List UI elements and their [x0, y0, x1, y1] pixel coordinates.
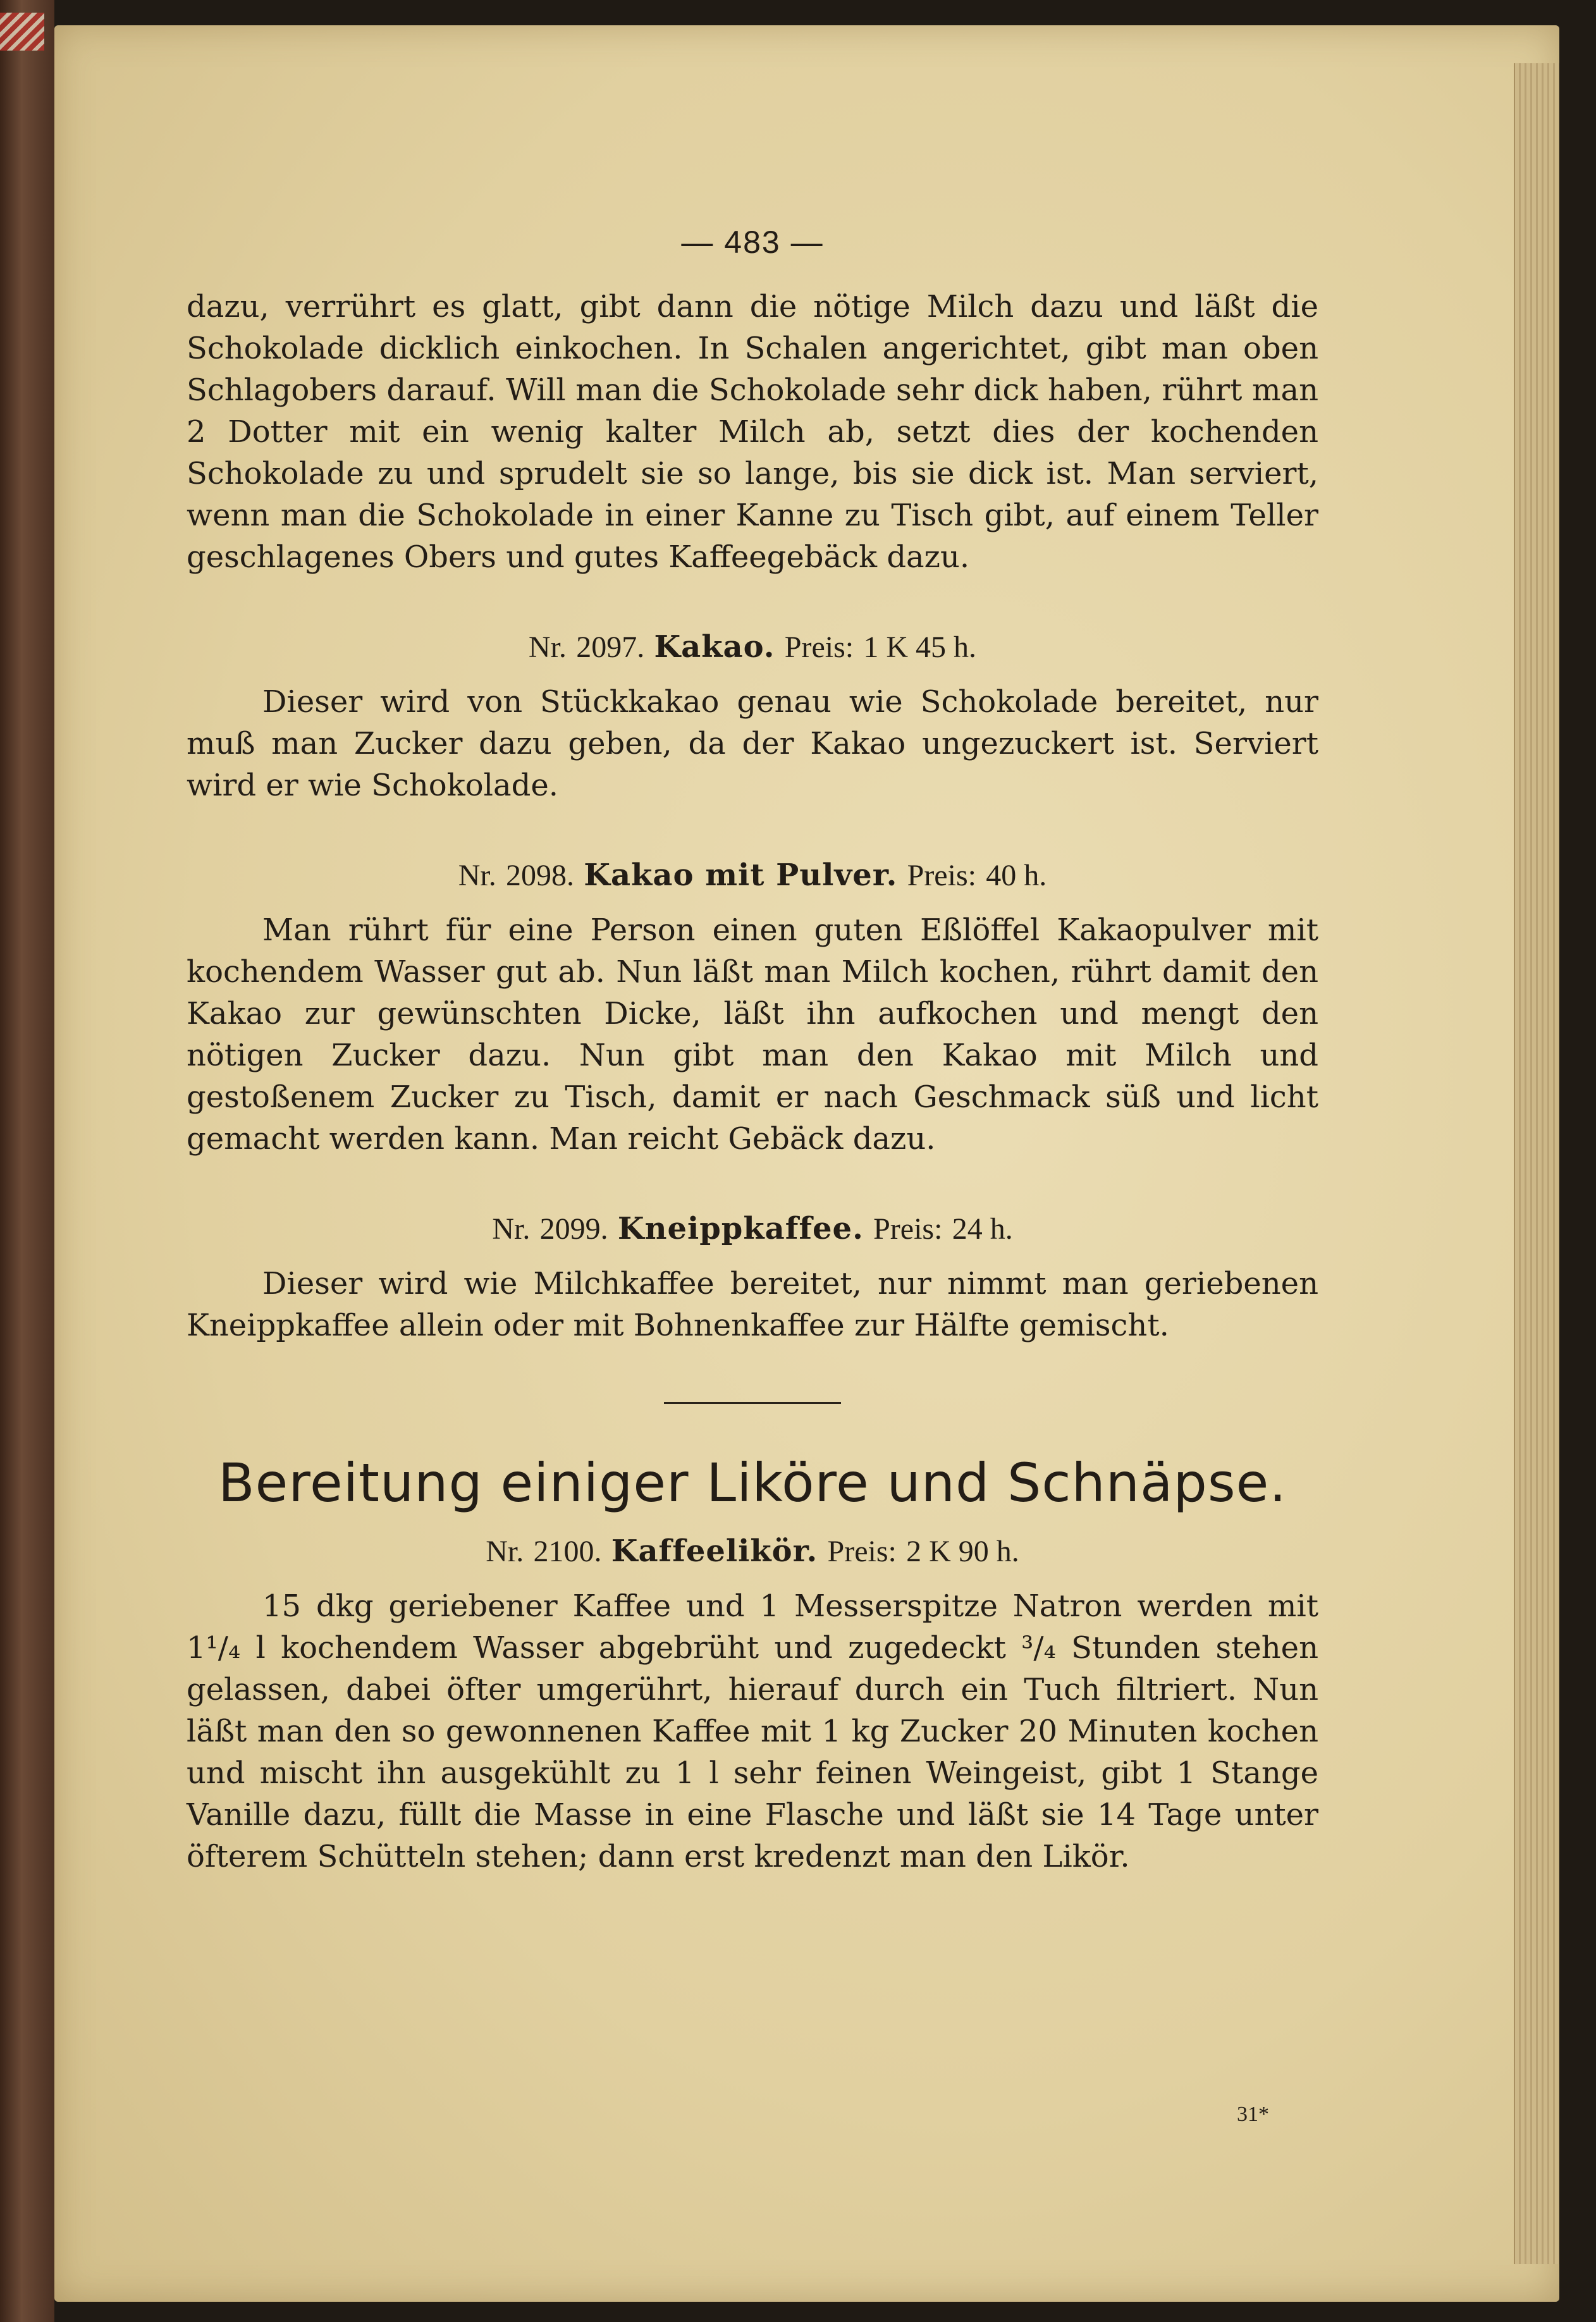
recipe-text-2098: Man rührt für eine Person einen guten Eßlöffel Kakaopulver mit kochendem Wasser gut ab. Nun läßt man Milch kochen, rührt damit den Kakao zur gewünschten Dicke, läßt ihn aufkochen und mengt den nötigen Zucker dazu. Nun gibt man den Kakao mit Milch und gestoßenem Zucker zu Tisch, damit er nach Geschmack süß und licht gemacht werden kann. Man reicht Gebäck dazu.: [187, 912, 1318, 1157]
recipe-text-2099: Dieser wird wie Milchkaffee bereitet, nur nimmt man geriebenen Kneippkaffee allein oder mit Bohnenkaffee zur Hälfte gemischt.: [187, 1266, 1318, 1343]
price-label: Preis:: [873, 1212, 943, 1246]
signature-mark: 31*: [1237, 2103, 1269, 2126]
page-number: — 483 —: [681, 224, 824, 260]
section-divider: [664, 1402, 841, 1404]
recipe-number: 2100.: [533, 1535, 602, 1568]
recipe-nr-label: Nr.: [492, 1212, 531, 1246]
recipe-text-2097: Dieser wird von Stückkakao genau wie Schokolade bereitet, nur muß man Zucker dazu geben, da der Kakao ungezuckert ist. Serviert wird er wie Schokolade.: [187, 684, 1318, 803]
recipe-title: Kaffeelikör.: [611, 1533, 818, 1569]
recipe-title: Kakao mit Pulver.: [584, 857, 898, 893]
recipe-number: 2099.: [539, 1212, 608, 1246]
recipe-title: Kneippkaffee.: [617, 1211, 864, 1246]
recipe-price: 1 K 45 h.: [863, 630, 977, 664]
recipe-number: 2098.: [506, 859, 575, 892]
price-label: Preis:: [907, 859, 976, 892]
recipe-nr-label: Nr.: [486, 1535, 524, 1568]
recipe-title: Kakao.: [654, 629, 775, 665]
page-edges: [1514, 63, 1559, 2264]
price-label: Preis:: [827, 1535, 897, 1568]
recipe-number: 2097.: [576, 630, 645, 664]
recipe-heading-2100: [187, 1530, 1318, 1573]
recipe-heading-2099: [187, 1208, 1318, 1250]
recipe-nr-label: Nr.: [458, 859, 496, 892]
recipe-price: 40 h.: [986, 859, 1047, 892]
recipe-text-2100: 15 dkg geriebener Kaffee und 1 Messerspitze Natron werden mit 1¹/₄ l kochendem Wasser abgebrüht und zugedeckt ³/₄ Stunden stehen gelassen, dabei öfter umgerührt, hierauf durch ein Tuch filtriert. Nun läßt man den so gewonnenen Kaffee mit 1 kg Zucker 20 Minuten kochen und mischt ihn ausgekühlt zu 1 l sehr feinen Weingeist, gibt 1 Stange Vanille dazu, füllt die Masse in eine Flasche und läßt sie 14 Tage unter öfterem Schütteln stehen; dann erst kredenzt man den Likör.: [187, 1588, 1318, 1874]
intro-paragraph: dazu, verrührt es glatt, gibt dann die nötige Milch dazu und läßt die Schokolade dicklich einkochen. In Schalen angerichtet, gibt man oben Schlagobers darauf. Will man die Schokolade sehr dick haben, rührt man 2 Dotter mit ein wenig kalter Milch ab, setzt dies der kochenden Schokolade zu und sprudelt sie so lange, bis sie dick ist. Man serviert, wenn man die Schokolade in einer Kanne zu Tisch gibt, auf einem Teller geschlagenes Obers und gutes Kaffeegebäck dazu.: [187, 289, 1318, 575]
recipe-heading-2098: [187, 854, 1318, 897]
price-label: Preis:: [784, 630, 854, 664]
recipe-nr-label: Nr.: [528, 630, 567, 664]
recipe-price: 2 K 90 h.: [906, 1535, 1019, 1568]
bookmark-ribbon: [0, 13, 44, 51]
section-title: Bereitung einiger Liköre und Schnäpse.: [218, 1452, 1287, 1514]
book-spine: [0, 0, 54, 2322]
recipe-price: 24 h.: [952, 1212, 1013, 1246]
recipe-heading-2097: [187, 626, 1318, 668]
page-content: [187, 221, 1318, 1877]
